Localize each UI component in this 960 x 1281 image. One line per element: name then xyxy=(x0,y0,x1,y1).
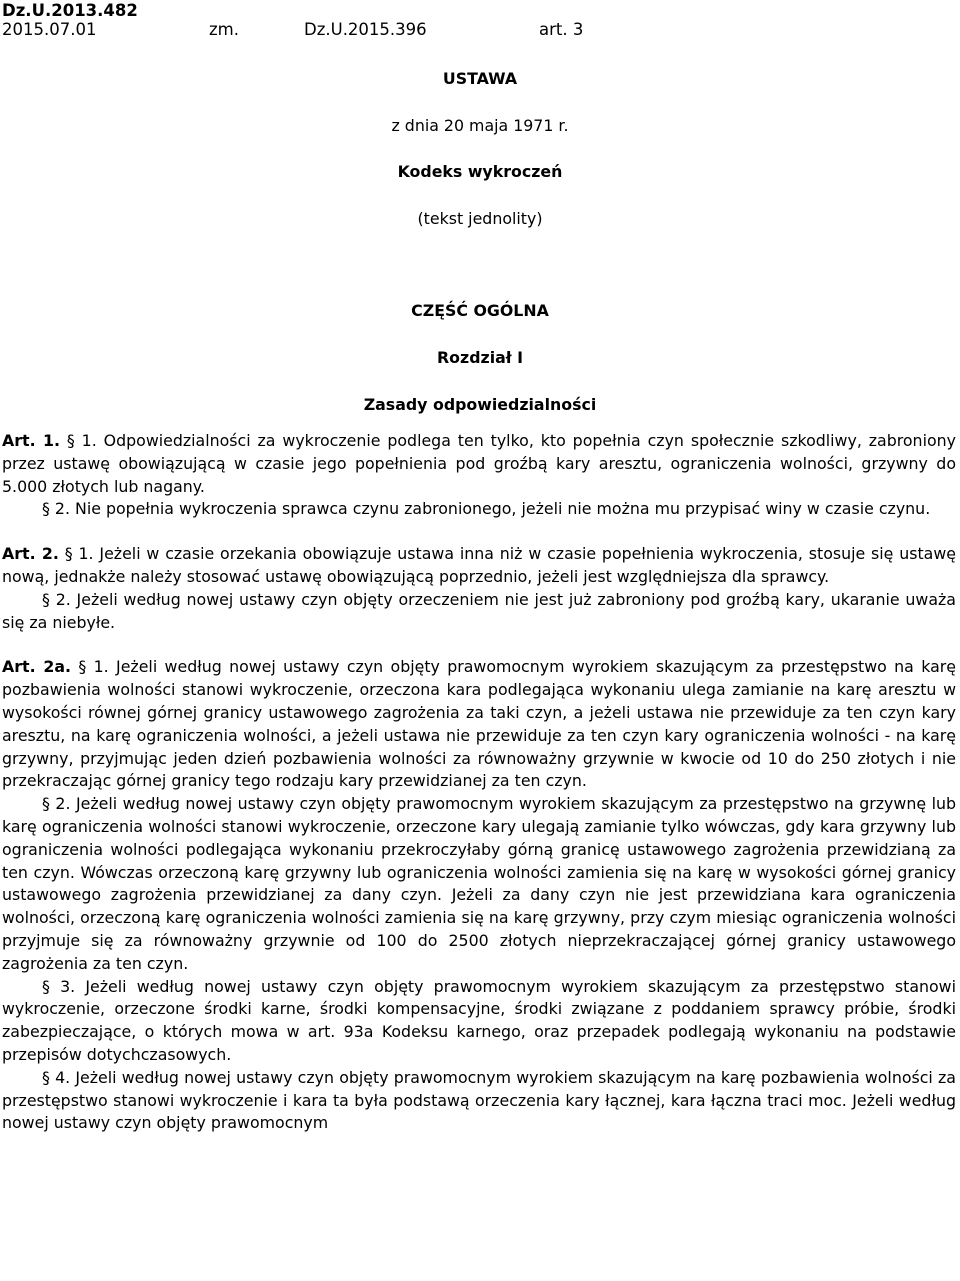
amendment-ref: Dz.U.2015.396 xyxy=(304,20,427,39)
journal-id: Dz.U.2013.482 xyxy=(2,1,138,20)
act-date: z dnia 20 maja 1971 r. xyxy=(391,116,569,135)
art-2a-par-1: Art. 2a. § 1. Jeżeli według nowej ustawy czyn objęty prawomocnym wyrokiem skazującym za przestępstwo na karę pozbawienia wolności stanowi wykroczenie, orzeczona kara podlegająca wykonaniu ulega zamianie na karę aresztu w wysokości równej górnej granicy ustawowego zagrożenia za taki czyn, a jeżeli ustawa nie przewiduje za ten czyn kary aresztu, na karę ograniczenia wolności, a jeżeli ustawa nie przewiduje za ten czyn kary ograniczenia wolności - na karę grzywny, przyjmując jeden dzień pozbawienia wolności za równoważny grzywnie w kwocie od 10 do 250 złotych i nie przekraczając górnej granicy tego rodzaju kary przewidzianej za ten czyn. xyxy=(2,657,956,791)
amendment-date: 2015.07.01 xyxy=(2,20,97,39)
art-2a-par-3: § 3. Jeżeli według nowej ustawy czyn objęty prawomocnym wyrokiem skazującym za przestępstwo stanowi wykroczenie, orzeczone środki karne, środki kompensacyjne, środki związane z poddaniem sprawcy próbie, środki zabezpieczające, o których mowa w art. 93a Kodeksu karnego, oraz przepadek podlegają wykonaniu na podstawie przepisów dotychczasowych. xyxy=(2,976,956,1064)
act-type: USTAWA xyxy=(442,69,518,88)
chapter-label: Rozdział I xyxy=(436,348,524,367)
act-kind: (tekst jednolity) xyxy=(417,209,543,228)
part-title: CZĘŚĆ OGÓLNA xyxy=(411,301,549,320)
art-2-par-2: § 2. Jeżeli według nowej ustawy czyn objęty orzeczeniem nie jest już zabroniony pod groźbą kary, ukaranie uważa się za niebyłe. xyxy=(2,589,956,632)
amendment-type: zm. xyxy=(209,20,239,39)
document-body xyxy=(2,430,956,1135)
art-2a-par-2: § 2. Jeżeli według nowej ustawy czyn objęty prawomocnym wyrokiem skazującym za przestępstwo na grzywnę lub karę ograniczenia wolności stanowi wykroczenie, orzeczone kary ulegają zamianie tylko wówczas, gdy kara grzywny lub ograniczenia wolności podlegająca wykonaniu przekroczyłaby górną granicę ustawowego zagrożenia przewidzianą za ten czyn. Wówczas orzeczoną karę grzywny lub ograniczenia wolności zamienia się na karę w wysokości górnej granicy ustawowego zagrożenia przewidzianej za dany czyn. Jeżeli za dany czyn nie jest przewidziana kara ograniczenia wolności, orzeczoną karę ograniczenia wolności zamienia się na karę grzywny, przy czym miesiąc ograniczenia wolności przyjmuje się za równoważny grzywnie od 100 do 2500 złotych nieprzekraczającej górnej granicy ustawowego zagrożenia za ten czyn. xyxy=(2,794,956,973)
art-1-par-1: Art. 1. § 1. Odpowiedzialności za wykroczenie podlega ten tylko, kto popełnia czyn społecznie szkodliwy, zabroniony przez ustawę obowiązującą w czasie jego popełnienia pod groźbą kary aresztu, ograniczenia wolności, grzywny do 5.000 złotych lub nagany. xyxy=(2,431,956,496)
amendment-line xyxy=(2,19,583,42)
art-2a-par-4: § 4. Jeżeli według nowej ustawy czyn objęty prawomocnym wyrokiem skazującym na karę pozbawienia wolności za przestępstwo stanowi wykroczenie i kara ta była podstawą orzeczenia kary łącznej, kara łączna traci moc. Jeżeli według nowej ustawy czyn objęty prawomocnym xyxy=(2,1067,956,1133)
art-1-par-2: § 2. Nie popełnia wykroczenia sprawca czynu zabronionego, jeżeli nie można mu przypisać winy w czasie czynu. xyxy=(42,499,931,519)
art-2-par-1: Art. 2. § 1. Jeżeli w czasie orzekania obowiązuje ustawa inna niż w czasie popełnienia wykroczenia, stosuje się ustawę nową, jednakże należy stosować ustawę obowiązującą poprzednio, jeżeli jest względniejsza dla sprawcy. xyxy=(2,544,956,586)
chapter-title: Zasady odpowiedzialności xyxy=(363,395,597,414)
art-2-label: Art. 2. xyxy=(2,544,59,564)
act-name: Kodeks wykroczeń xyxy=(397,162,563,181)
amendment-article: art. 3 xyxy=(539,20,584,39)
art-2a-label: Art. 2a. xyxy=(2,657,72,677)
art-1-label: Art. 1. xyxy=(2,431,60,450)
